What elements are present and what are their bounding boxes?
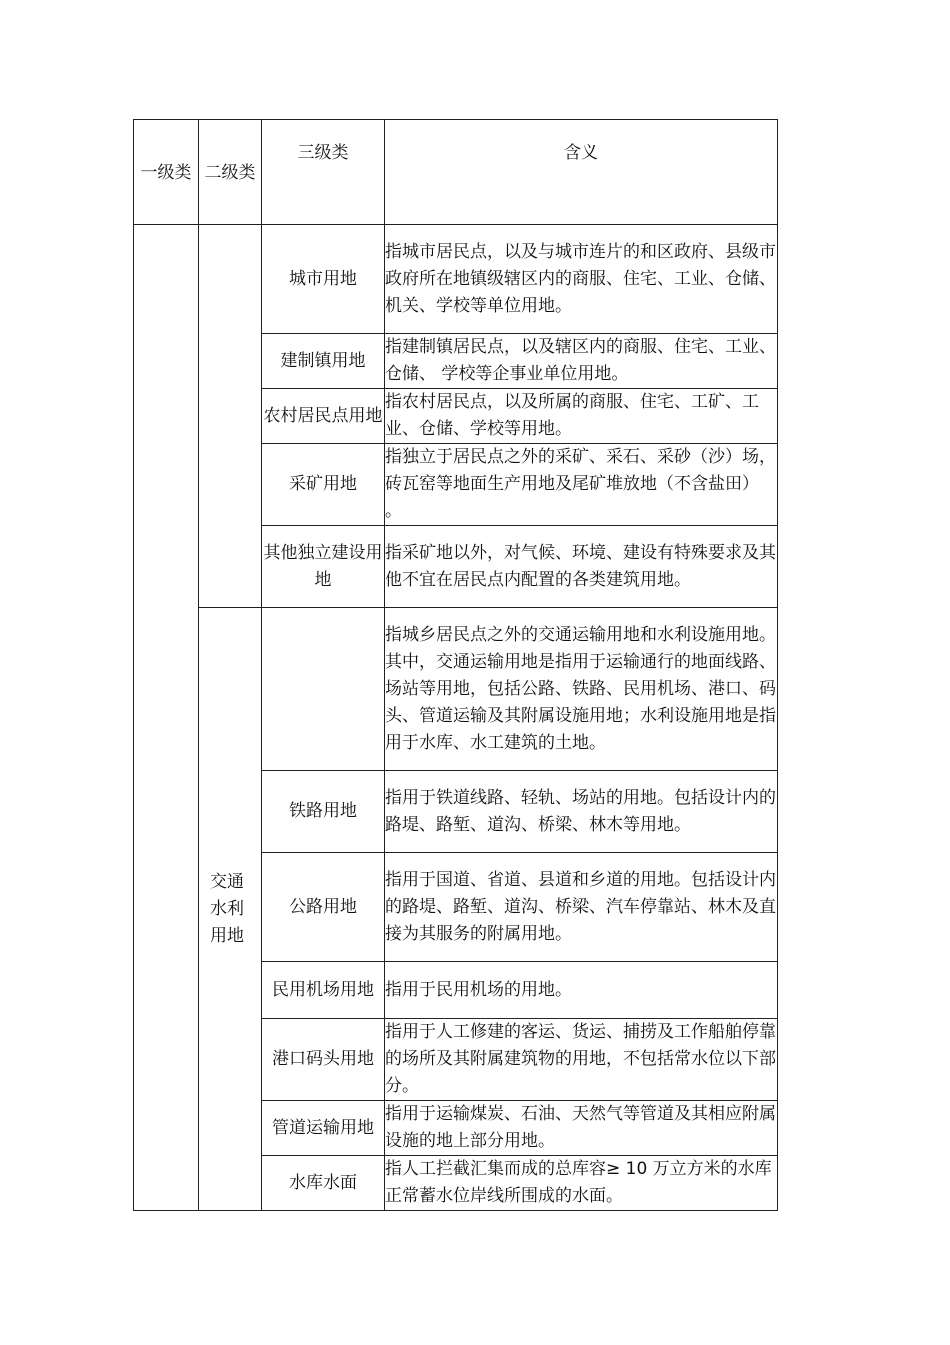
level2-cell-transport-water <box>199 608 262 1211</box>
level1-cell <box>134 225 199 1211</box>
meaning-text: 指农村居民点，以及所属的商服、住宅、工矿、工业、仓储、学校等用地。 <box>385 389 778 444</box>
level3-name: 城市用地 <box>262 225 385 334</box>
level3-name: 民用机场用地 <box>262 962 385 1019</box>
meaning-text: 指建制镇居民点，以及辖区内的商服、住宅、工业、仓储、 学校等企事业单位用地。 <box>385 334 778 389</box>
table-header-row <box>134 120 778 225</box>
header-level3: 三级类 <box>262 120 385 225</box>
header-meaning: 含义 <box>385 120 778 225</box>
level2-cell-group-a <box>199 225 262 608</box>
land-use-classification-table <box>133 119 778 1211</box>
meaning-text: 指独立于居民点之外的采矿、采石、采砂（沙）场，砖瓦窑等地面生产用地及尾矿堆放地（不含盐田） 。 <box>385 444 778 526</box>
meaning-text: 指城乡居民点之外的交通运输用地和水利设施用地。其中，交通运输用地是指用于运输通行的地面线路、场站等用地，包括公路、铁路、民用机场、港口、码头、管道运输及其附属设施用地；水利设施用地是指用于水库、水工建筑的土地。 <box>385 608 778 771</box>
level2-label: 交通水利用地 <box>210 871 244 946</box>
header-level2: 二级类 <box>199 120 262 225</box>
level3-name: 采矿用地 <box>262 444 385 526</box>
meaning-text: 指用于民用机场的用地。 <box>385 962 778 1019</box>
level3-name: 水库水面 <box>262 1156 385 1211</box>
meaning-text: 指采矿地以外，对气候、环境、建设有特殊要求及其他不宜在居民点内配置的各类建筑用地。 <box>385 526 778 608</box>
level3-name: 公路用地 <box>262 853 385 962</box>
meaning-text: 指城市居民点，以及与城市连片的和区政府、县级市政府所在地镇级辖区内的商服、住宅、工业、仓储、机关、学校等单位用地。 <box>385 225 778 334</box>
level3-name: 港口码头用地 <box>262 1019 385 1101</box>
table-row <box>134 608 778 771</box>
level3-name: 管道运输用地 <box>262 1101 385 1156</box>
meaning-text: 指用于运输煤炭、石油、天然气等管道及其相应附属设施的地上部分用地。 <box>385 1101 778 1156</box>
meaning-text: 指用于铁道线路、轻轨、场站的用地。包括设计内的路堤、路堑、道沟、桥梁、林木等用地。 <box>385 771 778 853</box>
level3-name: 其他独立建设用地 <box>262 526 385 608</box>
level3-name: 农村居民点用地 <box>262 389 385 444</box>
level3-name: 铁路用地 <box>262 771 385 853</box>
table-row <box>134 225 778 334</box>
header-level1: 一级类 <box>134 120 199 225</box>
meaning-text: 指用于国道、省道、县道和乡道的用地。包括设计内的路堤、路堑、道沟、桥梁、汽车停靠站、林木及直接为其服务的附属用地。 <box>385 853 778 962</box>
level3-name <box>262 608 385 771</box>
meaning-text: 指人工拦截汇集而成的总库容≥ 10 万立方米的水库正常蓄水位岸线所围成的水面。 <box>385 1156 778 1211</box>
level3-name: 建制镇用地 <box>262 334 385 389</box>
meaning-text: 指用于人工修建的客运、货运、捕捞及工作船舶停靠的场所及其附属建筑物的用地，不包括常水位以下部分。 <box>385 1019 778 1101</box>
